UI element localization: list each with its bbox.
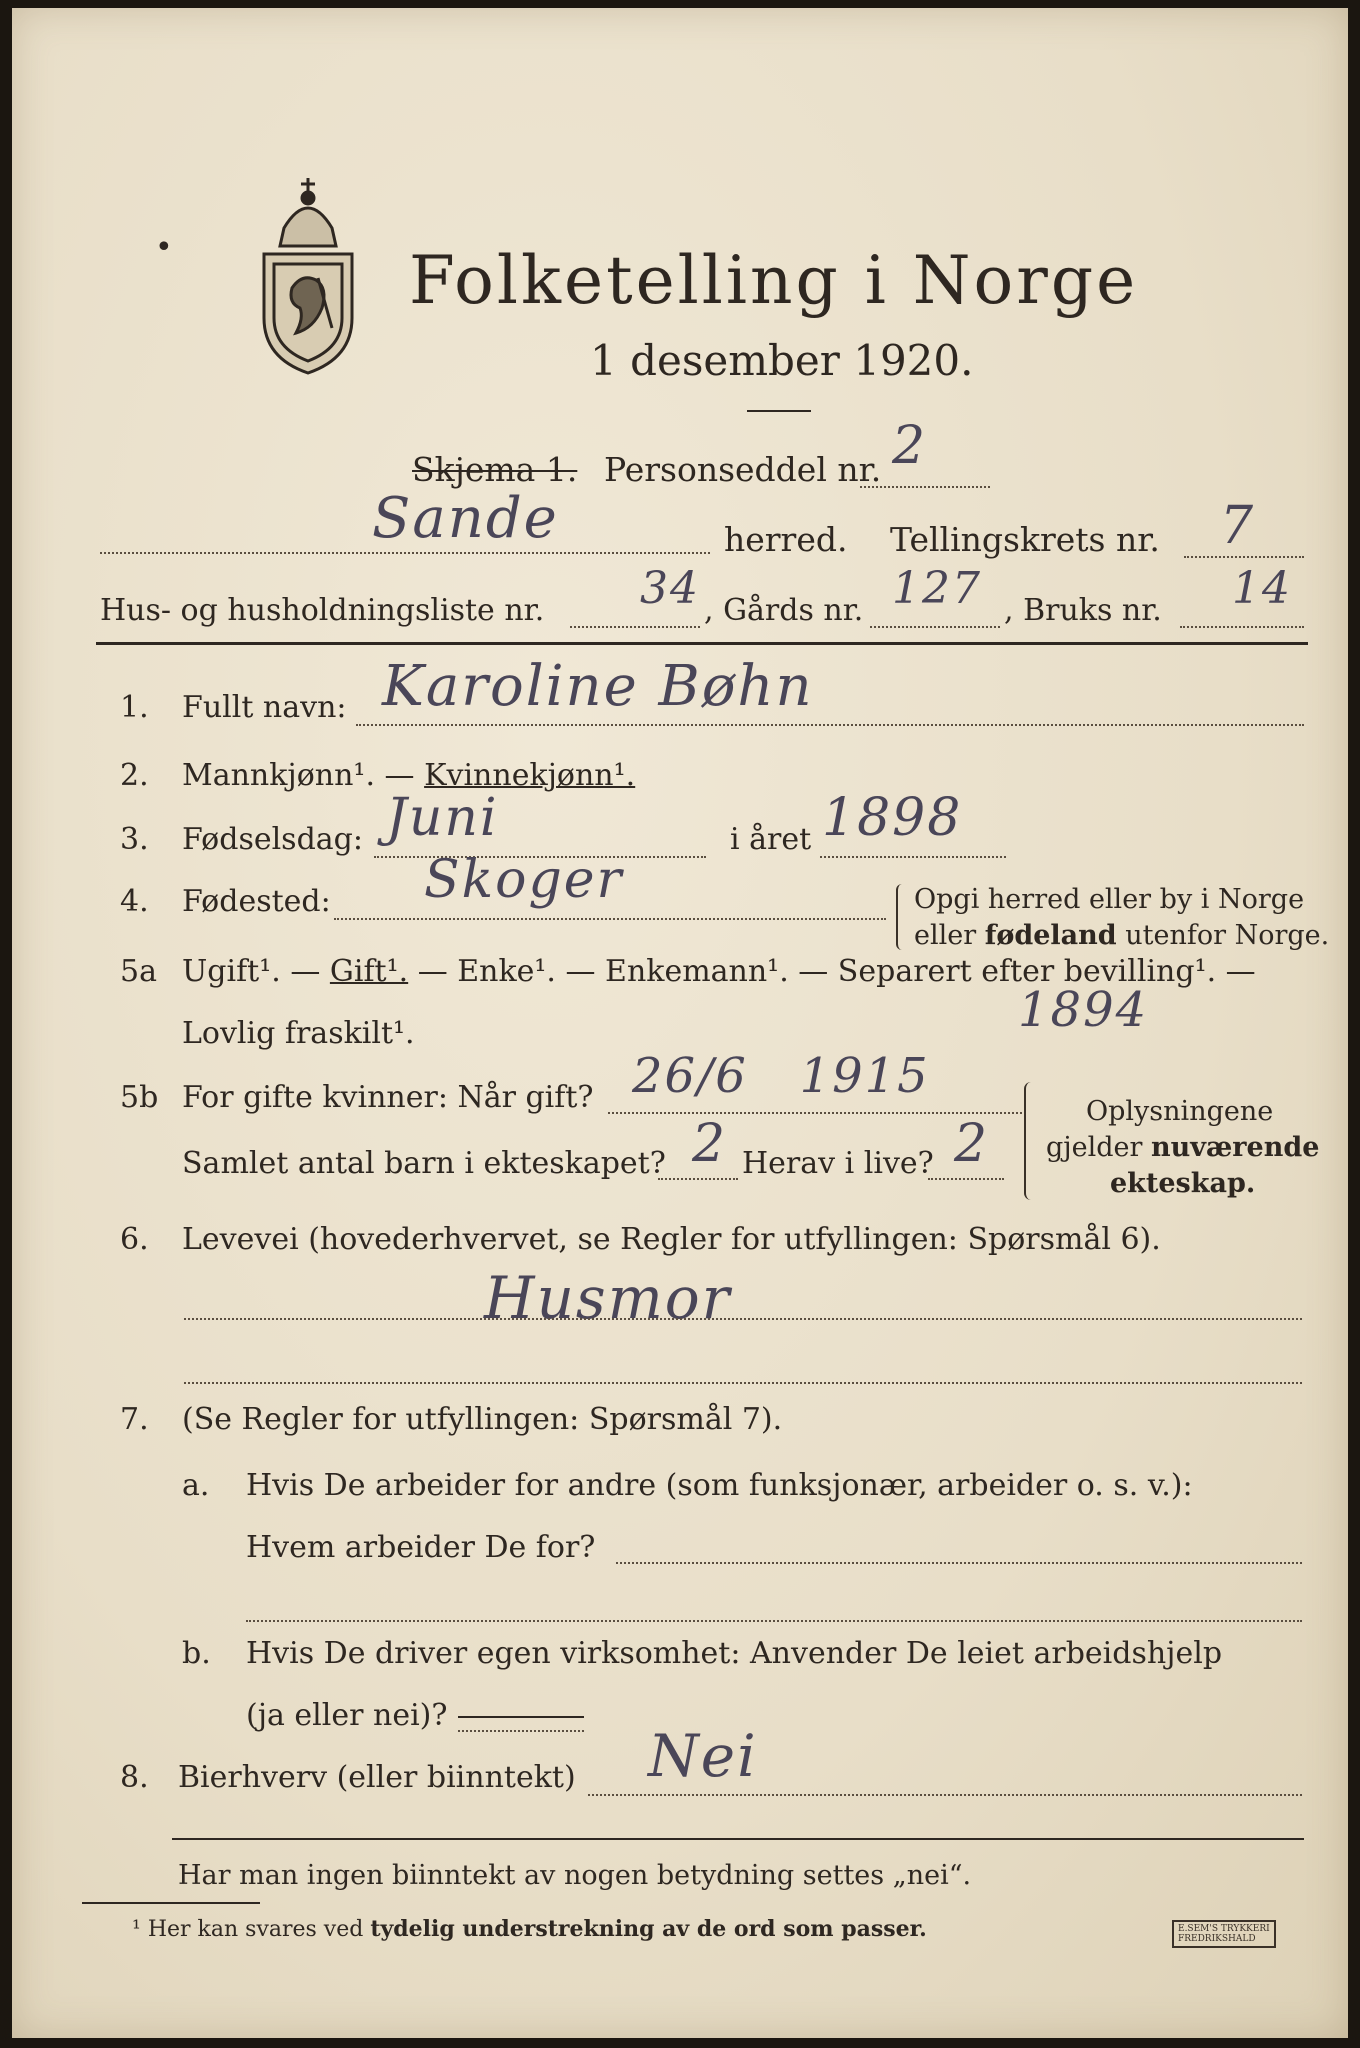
- q5b-married-value: 26/6 1915: [632, 1048, 930, 1104]
- q1-label: Fullt navn:: [182, 690, 347, 725]
- gards-value: 127: [892, 563, 982, 614]
- q7-label: (Se Regler for utfyllingen: Spørsmål 7).: [182, 1402, 783, 1437]
- q4-number: 4.: [120, 884, 149, 919]
- q5b-alive-label: Herav i live?: [742, 1146, 934, 1181]
- gards-field-line: [870, 626, 1000, 628]
- q4-value: Skoger: [424, 850, 624, 910]
- q5b-children-value: 2: [692, 1114, 728, 1174]
- q5b-alive-value: 2: [954, 1114, 990, 1174]
- q7-number: 7.: [120, 1402, 149, 1437]
- herred-value: Sande: [372, 486, 559, 551]
- printer-stamp: E.SEM'S TRYKKERI FREDRIKSHALD: [1172, 1920, 1276, 1948]
- q5b-note-line2: gjelder nuværende: [1046, 1132, 1320, 1163]
- q7b-field-line: [458, 1730, 584, 1732]
- q7a-field-line2: [246, 1620, 1302, 1622]
- q5a-annotation: 1894: [1018, 982, 1149, 1038]
- q6-field-line1: [184, 1318, 1302, 1320]
- q2-male: Mannkjønn¹.: [182, 758, 375, 793]
- herred-field-line: [100, 552, 710, 554]
- q8-label: Bierhverv (eller biinntekt): [178, 1760, 576, 1795]
- footer-note: Har man ingen biinntekt av nogen betydning settes „nei“.: [178, 1860, 972, 1891]
- footer-separator: [172, 1838, 1304, 1840]
- q3-value: Juni: [386, 788, 499, 848]
- q7b-text2: (ja eller nei)?: [246, 1698, 448, 1733]
- bruks-value: 14: [1232, 563, 1292, 614]
- q4-note-line2: eller fødeland utenfor Norge.: [914, 920, 1330, 951]
- herred-label: herred.: [724, 520, 848, 559]
- q3-year-label: i året: [730, 822, 812, 857]
- q7b-letter: b.: [182, 1636, 211, 1671]
- skjema-label: Skjema 1.: [412, 450, 578, 489]
- q5b-children-label: Samlet antal barn i ekteskapet?: [182, 1146, 666, 1181]
- q5a-other-options: — Enke¹. — Enkemann¹. — Separert efter bevilling¹. —: [417, 954, 1256, 989]
- q5b-number: 5b: [120, 1080, 159, 1115]
- q2-number: 2.: [120, 758, 149, 793]
- q6-value: Husmor: [484, 1264, 732, 1332]
- q5a-gift-underlined: Gift¹.: [329, 954, 409, 989]
- q8-number: 8.: [120, 1760, 149, 1795]
- q6-number: 6.: [120, 1222, 149, 1257]
- footnote-rule: [82, 1902, 260, 1904]
- q5b-note-line3: ekteskap.: [1110, 1168, 1256, 1199]
- q7a-text: Hvis De arbeider for andre (som funksjonær, arbeider o. s. v.):: [246, 1468, 1193, 1503]
- q4-label: Fødested:: [182, 884, 331, 919]
- q2-female-underlined: Kvinnekjønn¹.: [424, 758, 636, 793]
- q3-year-field-line: [820, 856, 1006, 858]
- husliste-field-line: [570, 626, 700, 628]
- q1-number: 1.: [120, 690, 149, 725]
- personseddel-value: 2: [892, 416, 928, 476]
- tellingskrets-label: Tellingskrets nr.: [890, 520, 1160, 559]
- tellingskrets-value: 7: [1220, 496, 1256, 556]
- q5a-number: 5a: [120, 954, 157, 989]
- gards-label: , Gårds nr.: [704, 593, 864, 628]
- q5b-note-brace: [1024, 1082, 1038, 1200]
- husliste-value: 34: [640, 563, 700, 614]
- coat-of-arms-emblem: [244, 168, 372, 378]
- q7a-letter: a.: [182, 1468, 210, 1503]
- q8-field-line: [588, 1794, 1302, 1796]
- q1-value: Karoline Bøhn: [382, 654, 814, 719]
- q5b-note-line1: Oplysningene: [1086, 1096, 1274, 1127]
- q5b-alive-field-line: [928, 1178, 1004, 1180]
- q3-number: 3.: [120, 822, 149, 857]
- form-title: Folketelling i Norge: [409, 242, 1139, 319]
- tellingskrets-field-line: [1184, 556, 1304, 558]
- bullet-mark: •: [155, 230, 173, 265]
- husliste-label: Hus- og husholdningsliste nr.: [100, 593, 545, 628]
- q7a-text2: Hvem arbeider De for?: [246, 1530, 596, 1565]
- personseddel-field-line: [860, 486, 990, 488]
- q4-note-line1: Opgi herred eller by i Norge: [914, 884, 1305, 915]
- q5b-married-label: For gifte kvinner: Når gift?: [182, 1080, 594, 1115]
- q7b-text: Hvis De driver egen virksomhet: Anvender De leiet arbeidshjelp: [246, 1636, 1223, 1671]
- bruks-label: , Bruks nr.: [1004, 593, 1162, 628]
- footnote: ¹ Her kan svares ved tydelig understrekning av de ord som passer.: [132, 1916, 927, 1942]
- q2-dash: —: [384, 758, 415, 793]
- q3-year-value: 1898: [822, 788, 963, 848]
- q3-label: Fødselsdag:: [182, 822, 363, 857]
- q4-note-brace: [896, 884, 908, 950]
- q5b-children-field-line: [658, 1178, 738, 1180]
- bruks-field-line: [1180, 626, 1304, 628]
- q5a-ugift: Ugift¹. —: [182, 954, 321, 989]
- q7b-answer-dash: [458, 1716, 584, 1718]
- title-divider: [747, 410, 811, 412]
- census-form: [12, 8, 1348, 2038]
- q6-field-line2: [184, 1382, 1302, 1384]
- personseddel-label: Personseddel nr.: [604, 450, 882, 489]
- q1-field-line: [356, 724, 1304, 726]
- q7a-field-line1: [616, 1562, 1302, 1564]
- q4-field-line: [334, 918, 886, 920]
- header-separator: [96, 642, 1308, 645]
- q5a-line2: Lovlig fraskilt¹.: [182, 1016, 415, 1051]
- census-date: 1 desember 1920.: [590, 336, 974, 385]
- q6-label: Levevei (hovederhvervet, se Regler for utfyllingen: Spørsmål 6).: [182, 1222, 1161, 1257]
- q8-value: Nei: [648, 1722, 758, 1790]
